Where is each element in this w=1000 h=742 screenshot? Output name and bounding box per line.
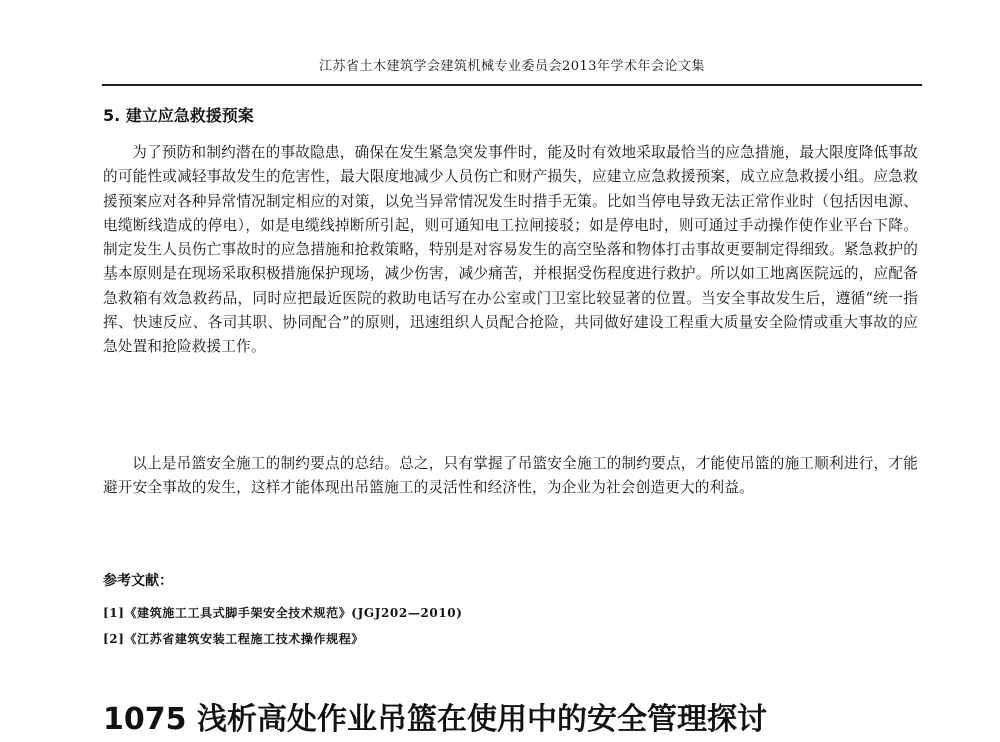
running-header: 江苏省土木建筑学会建筑机械专业委员会2013年学术年会论文集 [318, 59, 706, 74]
reference-item: [1]《建筑施工工具式脚手架安全技术规范》(JGJ202—2010) [103, 606, 463, 620]
section-heading: 5. 建立应急救援预案 [103, 106, 254, 125]
body-paragraph-2: 以上是吊篮安全施工的制约要点的总结。总之，只有掌握了吊篮安全施工的制约要点，才能使吊篮的施工顺利进行，才能避开安全事故的发生，这样才能体现出吊篮施工的灵活性和经济性，为企业为社会创造更大的利益。 [103, 455, 918, 497]
next-article-title: 1075 浅析高处作业吊篮在使用中的安全管理探讨 [103, 702, 767, 737]
reference-item: [2]《江苏省建筑安装工程施工技术操作规程》 [103, 632, 364, 646]
header-rule [102, 84, 922, 86]
body-paragraph-1: 为了预防和制约潜在的事故隐患，确保在发生紧急突发事件时，能及时有效地采取最恰当的应急措施，最大限度降低事故的可能性或减轻事故发生的危害性，最大限度地减少人员伤亡和财产损失，应建立应急救援预案，成立应急救援小组。应急救援预案应对各种异常情况制定相应的对策，以免当异常情况发生时措手无策。比如当停电导致无法正常作业时（包括因电源、电缆断线造成的停电），如是电缆线掉断所引起，则可通知电工拉闸接驳；如是停电时，则可通过手动操作使作业平台下降。制定发生人员伤亡事故时的应急措施和抢救策略，特别是对容易发生的高空坠落和物体打击事故更要制定得细致。紧急救护的基本原则是在现场采取积极措施保护现场，减少伤害，减少痛苦，并根据受伤程度进行救护。所以如工地离医院远的，应配备急救箱有效急救药品，同时应把最近医院的救助电话写在办公室或门卫室比较显著的位置。当安全事故发生后，遵循“统一指挥、快速反应、各司其职、协同配合”的原则，迅速组织人员配合抢险，共同做好建设工程重大质量安全险情或重大事故的应急处置和抢险救援工作。 [103, 144, 918, 356]
references-heading: 参考文献： [103, 573, 173, 589]
